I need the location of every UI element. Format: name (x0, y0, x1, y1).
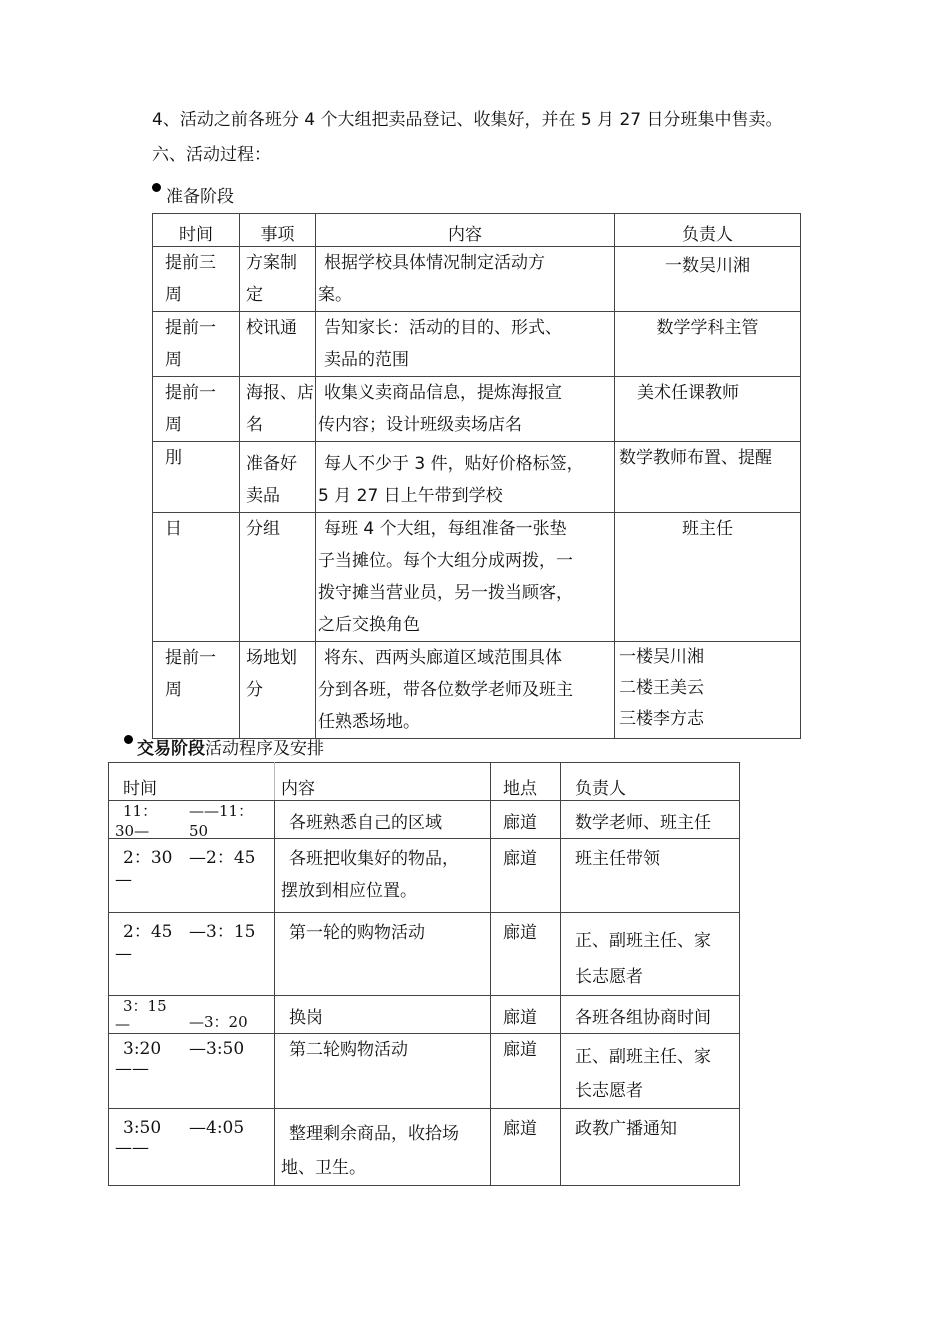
table-row (109, 801, 740, 839)
prep-table (152, 213, 801, 739)
cell-owner: 各班各组协商时间 (575, 1008, 711, 1028)
cell-time: —4:05 (189, 1118, 245, 1138)
cell-time: — (115, 870, 132, 890)
cell-time: —3:50 (189, 1039, 245, 1059)
cell-content: 案。 (318, 285, 352, 305)
cell-content: 各班熟悉自己的区域 (289, 813, 442, 833)
header-owner: 负责人 (615, 214, 801, 247)
cell-place: 廊道 (503, 923, 537, 943)
cell-content: 第一轮的购物活动 (289, 923, 425, 943)
cell-time: 30— (115, 822, 150, 839)
table-row (109, 839, 740, 913)
prep-header-row (153, 214, 801, 247)
cell-time: — (115, 1015, 130, 1033)
header-content: 内容 (275, 763, 491, 801)
cell-owner: 长志愿者 (575, 967, 643, 987)
cell-content: 告知家长：活动的目的、形式、 (324, 318, 562, 338)
cell-content: 各班把收集好的物品， (289, 849, 459, 869)
cell-content: 卖品的范围 (324, 350, 409, 370)
cell-time: —3：15 (189, 922, 256, 942)
cell-time: 刖 (165, 448, 182, 468)
table-row (153, 247, 801, 312)
header-time: 时间 (153, 214, 240, 247)
header-place: 地点 (491, 763, 561, 801)
cell-content: 之后交换角色 (318, 615, 420, 635)
cell-owner: 班主任 (682, 519, 733, 539)
cell-time: 提前一 (165, 648, 216, 668)
cell-owner: 一数吴川湘 (665, 256, 750, 276)
trade-table (108, 762, 740, 1186)
section-heading-process: 六、活动过程： (152, 145, 271, 165)
cell-owner: 一楼吴川湘 (619, 647, 704, 667)
cell-content: 第二轮购物活动 (289, 1040, 408, 1060)
header-content: 内容 (316, 214, 615, 247)
cell-content: 根据学校具体情况制定活动方 (324, 253, 545, 273)
table-row (109, 913, 740, 996)
cell-owner: 政教广播通知 (575, 1119, 677, 1139)
intro-line-4: 4、活动之前各班分 4 个大组把卖品登记、收集好，并在 5 月 27 日分班集中售卖。 (152, 110, 783, 130)
cell-time: —3：20 (189, 1013, 248, 1031)
cell-owner: 长志愿者 (575, 1081, 643, 1101)
cell-time: 2：45 (123, 922, 173, 942)
cell-place: 廊道 (503, 1040, 537, 1060)
cell-content: 地、卫生。 (281, 1158, 366, 1178)
cell-owner: 数学老师、班主任 (575, 813, 711, 833)
cell-owner: 数学教师布置、提醒 (619, 448, 772, 468)
cell-owner: 正、副班主任、家 (575, 1047, 711, 1067)
cell-time: 3:20 (123, 1039, 162, 1059)
cell-owner: 数学学科主管 (656, 318, 759, 338)
cell-time: 提前三 (165, 253, 216, 273)
cell-item: 分组 (246, 519, 280, 539)
cell-owner: 正、副班主任、家 (575, 931, 711, 951)
table-row (109, 1109, 740, 1186)
header-owner: 负责人 (561, 763, 740, 801)
trade-heading-bold: 交易阶段 (137, 739, 205, 759)
table-row (153, 442, 801, 513)
header-time: 时间 (109, 763, 275, 801)
cell-time: 提前一 (165, 383, 216, 403)
cell-content: 换岗 (289, 1008, 323, 1028)
cell-owner: 班主任带领 (575, 849, 660, 869)
cell-time: 11： (123, 802, 158, 820)
cell-content: 收集义卖商品信息，提炼海报宣 (324, 383, 562, 403)
table-row (153, 513, 801, 642)
cell-item: 方案制 (246, 253, 297, 273)
cell-item: 分 (246, 680, 263, 700)
cell-time: — (115, 944, 132, 964)
cell-item: 校讯通 (246, 318, 297, 338)
cell-place: 廊道 (503, 813, 537, 833)
bullet-icon (124, 735, 133, 744)
cell-owner: 二楼王美云 (619, 678, 704, 698)
cell-time: 3:50 (123, 1118, 162, 1138)
cell-item: 场地划 (246, 648, 297, 668)
trade-header-row (109, 763, 740, 801)
cell-content: 5 月 27 日上午带到学校 (318, 486, 503, 506)
cell-time: 2：30 (123, 848, 173, 868)
cell-time: 提前一 (165, 318, 216, 338)
cell-owner: 美术任课教师 (637, 383, 739, 403)
cell-place: 廊道 (503, 1008, 537, 1028)
cell-time: 日 (165, 519, 182, 539)
cell-content: 拨守摊当营业员，另一拨当顾客， (318, 583, 573, 603)
prep-heading: 准备阶段 (166, 187, 234, 207)
table-row (153, 642, 801, 739)
cell-time: 周 (165, 680, 182, 700)
cell-content: 任熟悉场地。 (318, 712, 420, 732)
table-row (153, 312, 801, 377)
cell-time: 3：15 (123, 997, 167, 1015)
cell-content: 传内容；设计班级卖场店名 (318, 415, 522, 435)
cell-time: ——11： (189, 802, 254, 820)
cell-place: 廊道 (503, 1119, 537, 1139)
cell-content: 子当摊位。每个大组分成两拨，一 (318, 551, 573, 571)
trade-heading (137, 738, 324, 760)
cell-content: 摆放到相应位置。 (281, 881, 417, 901)
cell-time: —— (115, 1059, 149, 1079)
cell-item: 海报、店 (246, 383, 314, 403)
cell-content: 分到各班，带各位数学老师及班主 (318, 680, 573, 700)
cell-content: 整理剩余商品，收拾场 (289, 1124, 459, 1144)
cell-item: 定 (246, 285, 263, 305)
cell-time: 周 (165, 350, 182, 370)
cell-time: —— (115, 1138, 149, 1158)
cell-time: —2：45 (189, 848, 256, 868)
cell-content: 将东、西两头廊道区域范围具体 (324, 648, 562, 668)
cell-time: 50 (189, 822, 209, 839)
trade-heading-rest: 活动程序及安排 (205, 739, 324, 759)
header-item: 事项 (240, 214, 316, 247)
cell-time: 周 (165, 415, 182, 435)
table-row (109, 1034, 740, 1109)
table-row (109, 996, 740, 1034)
cell-place: 廊道 (503, 849, 537, 869)
table-row (153, 377, 801, 442)
cell-item: 名 (246, 415, 263, 435)
cell-content: 每人不少于 3 件，贴好价格标签， (324, 454, 584, 474)
bullet-icon (152, 183, 161, 192)
cell-time: 周 (165, 285, 182, 305)
cell-item: 卖品 (246, 486, 280, 506)
cell-content: 每班 4 个大组，每组准备一张垫 (324, 519, 567, 539)
cell-item: 准备好 (246, 454, 297, 474)
cell-owner: 三楼李方志 (619, 709, 704, 729)
